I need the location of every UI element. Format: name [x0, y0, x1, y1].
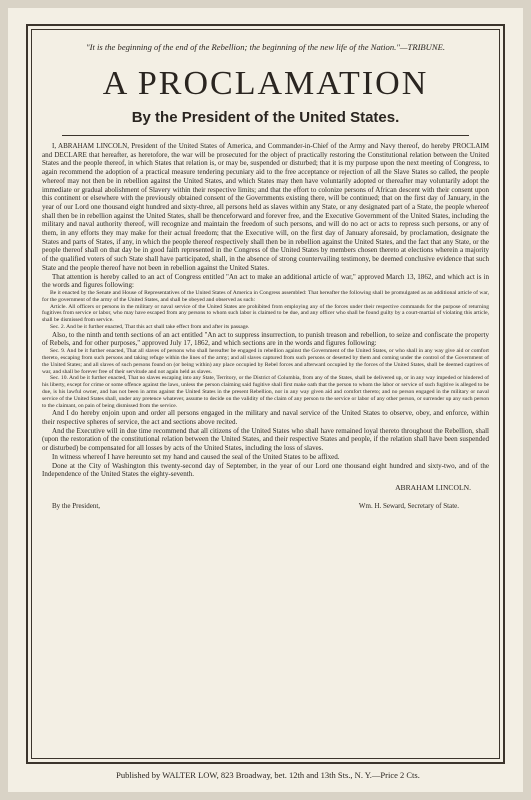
- quoted-statute-paragraph: Be it enacted by the Senate and House of Representatives of the United States of America in Congress assembled: That hereafter the following shall be promulgated as an additional article of war, for the government of the army of the United States, and shall be obeyed and observed as such:: [42, 289, 489, 303]
- body-paragraph: Done at the City of Washington this twenty-second day of September, in the year of our Lord one thousand eight hundred and sixty-two, and of the Independence of the United States the eighty-seventh.: [42, 461, 489, 479]
- publisher-footer: Published by WALTER LOW, 823 Broadway, bet. 12th and 13th Sts., N. Y.—Price 2 Cts.: [116, 770, 420, 780]
- quoted-statute-paragraph: Sec. 10. And be it further enacted, That no slaves escaping into any State, Territory, or the District of Columbia, from any of the States, shall be delivered up, or in any way impeded or hindered of his liberty, except for crime or some offence against the laws, unless the person claiming said fugitive shall first make oath that the person to whom the labor or service of such fugitive is alleged to be due, is his lawful owner, and has not been in arms against the United States in the present Rebellion, nor in any way given aid and comfort thereto; and no person engaged in the military or naval service of the United States shall, under any pretence whatever, assume to decide on the validity of the claim of any person to the service or labor of any other person, or surrender up any such person to the claimant, on pain of being dismissed from the service.: [42, 375, 489, 409]
- body-paragraph: I, ABRAHAM LINCOLN, President of the United States of America, and Commander-in-Chief of the Army and Navy thereof, do hereby PROCLAIM and DECLARE that hereafter, as heretofore, the war will be prosecuted for the object of practically restoring the Constitutional relation between the United States and the people thereof, in which States that relation is, or may be, suspended or disturbed; that it is my purpose upon the next meeting of Congress, to again recommend the adoption of a practical measure tendering pecuniary aid to the free acceptance or rejection of all the Slave States so called, the people whereof may not then be in rebellion against the United States, and which States may then have voluntarily adopted or thereafter may voluntarily adopt the immediate or gradual abolishment of Slavery within their respective limits; and that the effort to colonize persons of African descent with their consent upon this continent or elsewhere with the previously obtained consent of the Governments existing there, will be continued; that on the first day of January, in the year of our Lord one thousand eight hundred and sixty-three, all persons held as slaves within any State, or any designated part of a State, the people whereof shall then be in rebellion against the United States, shall be thenceforward and forever free, and the Executive Government of the United States, including the military and naval authority thereof, will recognize and maintain the freedom of such persons, and will do no act or acts to repress such persons, or any of them, in any efforts they may make for their actual freedom; that the Executive will, on the first day of January aforesaid, by proclamation, designate the States and parts of States, if any, in which the people thereof respectively shall then be in rebellion against the United States, and the fact that any State, or the people thereof shall on that day be in good faith represented in the Congress of the United States by members chosen thereto at elections wherein a majority of the qualified voters of such State shall have participated, shall, in the absence of strong countervailing testimony, be deemed conclusive evidence that such State and the people thereof have not been in rebellion against the United States.: [42, 142, 489, 272]
- proclamation-text: [42, 142, 489, 479]
- document-content: [42, 38, 489, 754]
- quoted-statute-paragraph: Sec. 9. And be it further enacted, That all slaves of persons who shall hereafter be engaged in rebellion against the Government of the United States, or who shall in any way give aid or comfort thereto, escaping from such persons and taking refuge within the lines of the army; and all slaves captured from such persons or deserted by them and coming under the control of the Government of the United States; and all slaves of such persons found on (or being within) any place occupied by Rebel forces and afterward occupied by the forces of the United States, shall be deemed captives of war, and shall be forever free of their servitude and not again held as slaves.: [42, 348, 489, 375]
- body-paragraph: Also, to the ninth and tenth sections of an act entitled "An act to suppress insurrection, to punish treason and rebellion, to seize and confiscate the property of Rebels, and for other purposes," approved July 17, 1862, and which sections are in the words and figures following:: [42, 330, 489, 348]
- quoted-statute-paragraph: Article. All officers or persons in the military or naval service of the United States are prohibited from employing any of the forces under their respective commands for the purpose of returning fugitives from service or labor, who may have escaped from any persons to whom such labor is claimed to be due, and any officer who shall be found guilty by a court-martial of violating this article, shall be dismissed from service.: [42, 303, 489, 324]
- body-paragraph: In witness whereof I have hereunto set my hand and caused the seal of the United States to be affixed.: [52, 452, 340, 461]
- secretary-label: Wm. H. Seward, Secretary of State.: [358, 501, 459, 510]
- attestation-row: [52, 502, 459, 510]
- body-paragraph: That attention is hereby called to an act of Congress entitled "An act to make an additional article of war," approved March 13, 1862, and which act is in the words and figures following:: [42, 272, 489, 290]
- body-paragraph: And the Executive will in due time recommend that all citizens of the United States who shall have remained loyal thereto throughout the Rebellion, shall (upon the restoration of the constitutional relation between the United States, and their respective States and people, if the relation shall have been suspended or disturbed) be compensated for all losses by acts of the United States, including the loss of slaves.: [42, 426, 489, 453]
- page-title: A PROCLAMATION: [102, 65, 429, 102]
- by-president-label: By the President,: [52, 501, 101, 510]
- quoted-statute-paragraph: Sec. 2. And be it further enacted, That this act shall take effect from and after its passage.: [50, 323, 250, 330]
- epigraph: "It is the beginning of the end of the Rebellion; the beginning of the new life of the Nation."—TRIBUNE.: [85, 42, 446, 52]
- broadside-sheet: [8, 8, 523, 792]
- body-paragraph: And I do hereby enjoin upon and order all persons engaged in the military and naval service of the United States to observe, obey, and enforce, within their respective spheres of service, the act and sections above recited.: [42, 409, 489, 427]
- divider: [62, 135, 469, 136]
- signature: ABRAHAM LINCOLN.: [395, 482, 471, 492]
- page-subtitle: By the President of the United States.: [131, 109, 400, 126]
